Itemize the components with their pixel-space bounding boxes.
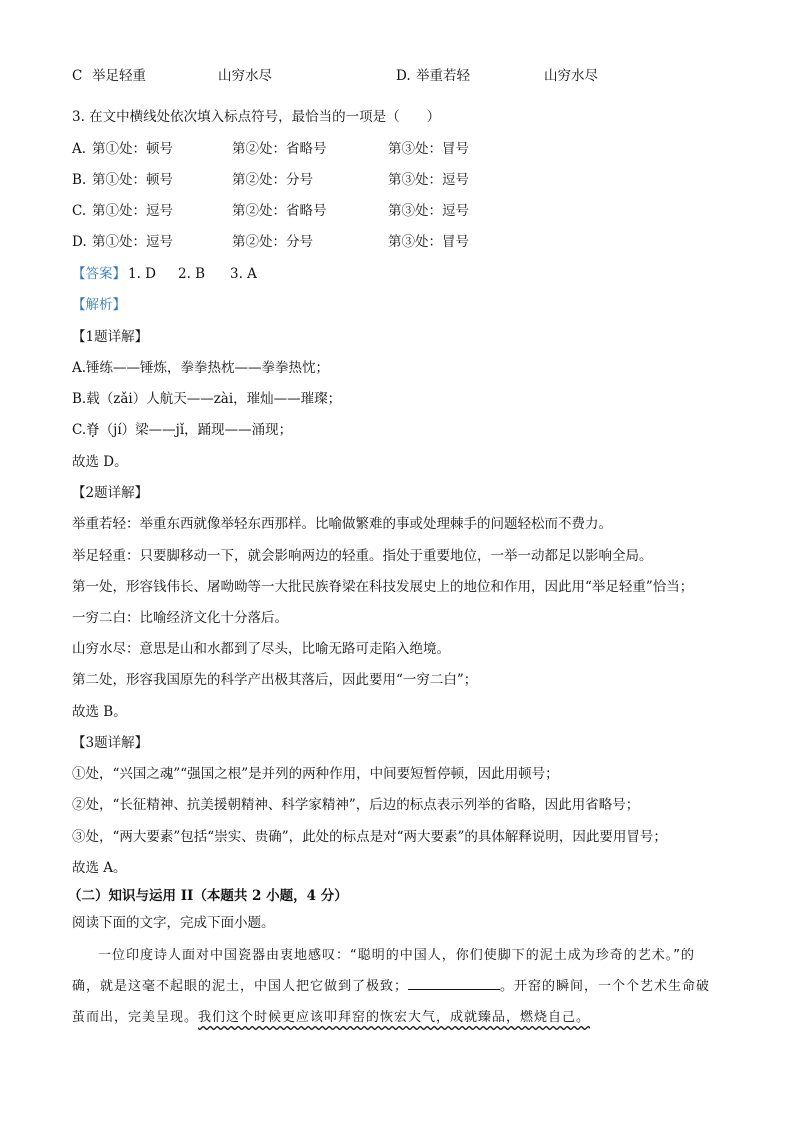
detail1-line-a: A.锤练——锤炼，拳拳热枕——拳拳热忱； bbox=[72, 360, 330, 376]
q2-option-row bbox=[72, 66, 598, 86]
line-prefix: C. bbox=[72, 422, 87, 438]
detail1-line-b: B.载（zǎi）人航天——zài，璀灿——璀璨； bbox=[72, 391, 342, 407]
option-label: A. bbox=[72, 141, 87, 157]
option-idiom-2: 山穷水尽 bbox=[544, 68, 598, 84]
option-label: D. bbox=[396, 68, 411, 84]
option-part-3: 第③处：逗号 bbox=[388, 203, 469, 219]
detail1-conclusion: 故选 D。 bbox=[72, 454, 128, 470]
answer-item: 3. A bbox=[230, 266, 257, 282]
passage-text: 。开窑的瞬间，一个个艺术生命破 bbox=[500, 979, 711, 994]
detail2-line: 一穷二白：比喻经济文化十分落后。 bbox=[72, 610, 288, 626]
answer-item: 2. B bbox=[178, 266, 206, 282]
passage-text: 确，就是这毫不起眼的泥土，中国人把它做到了极致； bbox=[72, 979, 409, 994]
option-label: B. bbox=[72, 172, 87, 188]
detail2-line: 山穷水尽：意思是山和水都到了尽头，比喻无路可走陷入绝境。 bbox=[72, 641, 450, 657]
option-part-1: 第①处：顿号 bbox=[92, 141, 173, 157]
option-part-1: 第①处：顿号 bbox=[92, 172, 173, 188]
option-part-1: 第①处：逗号 bbox=[92, 203, 173, 219]
detail2-heading: 【2题详解】 bbox=[72, 485, 149, 501]
detail2-line: 第二处，形容我国原先的科学产出极其落后，因此要用“一穷二白”； bbox=[72, 672, 478, 688]
detail2-line: 第一处，形容钱伟长、屠呦呦等一大批民族脊梁在科技发展史上的地位和作用，因此用“举足轻重”恰当； bbox=[72, 579, 694, 595]
detail3-line: ③处，“两大要素”包括“崇实、贵确”，此处的标点是对“两大要素”的具体解释说明，因此要用冒号； bbox=[72, 829, 667, 845]
q3-option-b bbox=[72, 170, 722, 190]
option-part-3: 第③处：冒号 bbox=[388, 141, 469, 157]
fill-blank bbox=[408, 975, 500, 990]
option-idiom-1: 举足轻重 bbox=[92, 68, 146, 84]
option-label: C. bbox=[72, 203, 87, 219]
option-label: D. bbox=[72, 234, 87, 250]
section-instruction: 阅读下面的文字，完成下面小题。 bbox=[72, 915, 275, 931]
reading-passage bbox=[72, 940, 722, 1033]
q3-option-d bbox=[72, 232, 722, 252]
emphasis-char: 脊 bbox=[86, 422, 100, 438]
option-part-3: 第③处：冒号 bbox=[388, 234, 469, 250]
option-part-1: 第①处：逗号 bbox=[92, 234, 173, 250]
detail3-heading: 【3题详解】 bbox=[72, 735, 149, 751]
detail1-line-c bbox=[72, 420, 292, 440]
passage-line bbox=[72, 971, 722, 1002]
option-idiom-1: 举重若轻 bbox=[416, 68, 470, 84]
q3-option-a bbox=[72, 139, 722, 159]
section-title: （二）知识与运用 II（本题共 2 小题，4 分） bbox=[68, 888, 348, 904]
option-part-3: 第③处：逗号 bbox=[388, 172, 469, 188]
detail2-line: 举重若轻：举重东西就像举轻东西那样。比喻做繁难的事或处理棘手的问题轻松而不费力。 bbox=[72, 516, 612, 532]
detail3-line: ②处，“长征精神、抗美援朝精神、科学家精神”，后边的标点表示列举的省略，因此用省略号； bbox=[72, 797, 640, 813]
answer-label: 【答案】 bbox=[72, 266, 126, 282]
detail2-line: 举足轻重：只要脚移动一下，就会影响两边的轻重。指处于重要地位，一举一动都足以影响全局。 bbox=[72, 548, 653, 564]
passage-line: 一位印度诗人面对中国瓷器由衷地感叹：“聪明的中国人，你们使脚下的泥土成为珍奇的艺术。”的 bbox=[98, 948, 695, 963]
line-rest: （jí）梁——jǐ，踊现——涌现； bbox=[99, 422, 293, 438]
passage-text: 茧而出，完美呈现。 bbox=[72, 1010, 199, 1025]
answer-item: 1. D bbox=[128, 266, 156, 282]
analysis-label: 【解析】 bbox=[72, 297, 126, 313]
option-idiom-2: 山穷水尽 bbox=[218, 68, 272, 84]
option-part-2: 第②处：省略号 bbox=[232, 203, 327, 219]
passage-line bbox=[72, 1002, 722, 1033]
detail3-conclusion: 故选 A。 bbox=[72, 860, 127, 876]
answer-line bbox=[72, 264, 372, 284]
option-part-2: 第②处：分号 bbox=[232, 172, 313, 188]
underlined-sentence: 我们这个时候更应该叩拜窑的恢宏大气，成就臻品，燃烧自己。 bbox=[198, 1010, 591, 1025]
detail2-conclusion: 故选 B。 bbox=[72, 704, 127, 720]
option-part-2: 第②处：分号 bbox=[232, 234, 313, 250]
detail1-heading: 【1题详解】 bbox=[72, 329, 149, 345]
option-part-2: 第②处：省略号 bbox=[232, 141, 327, 157]
q3-stem: 3. 在文中横线处依次填入标点符号，最恰当的一项是（ ） bbox=[72, 109, 441, 125]
option-label: C bbox=[72, 68, 83, 84]
detail3-line: ①处，“兴国之魂”“强国之根”是并列的两种作用，中间要短暂停顿，因此用顿号； bbox=[72, 766, 559, 782]
q3-option-c bbox=[72, 201, 722, 221]
